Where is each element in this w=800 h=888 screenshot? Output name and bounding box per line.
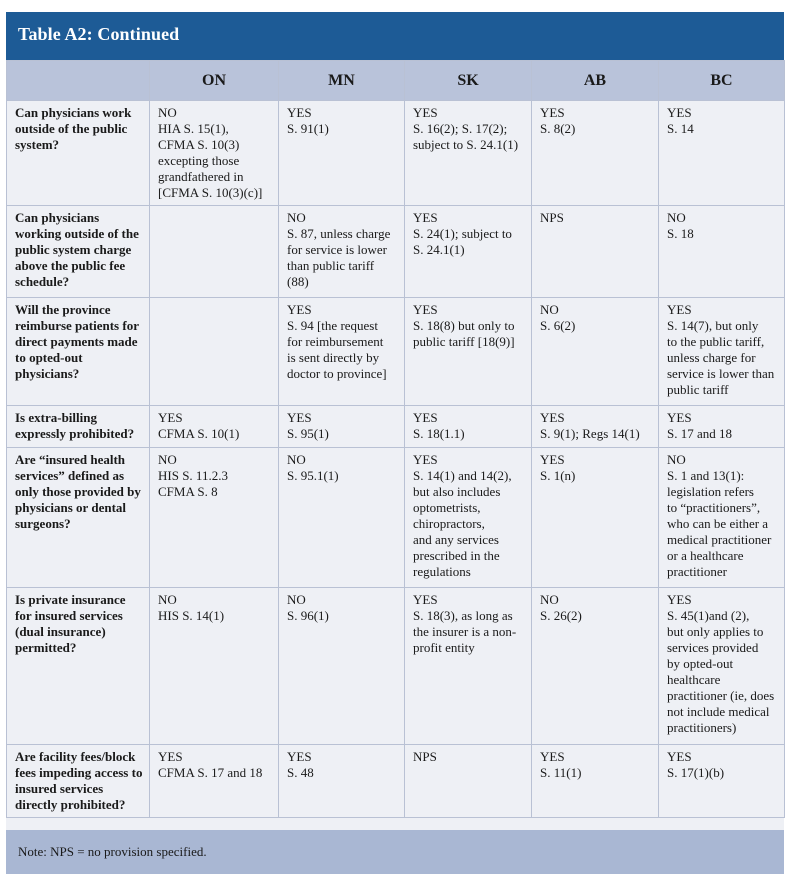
row-question: Are facility fees/block fees impeding access to insured services directly prohibited? bbox=[7, 745, 150, 818]
cell-bc: YES S. 45(1)and (2), but only applies to services provided by opted-out healthcare practitioner (ie, does not include medical practitioners) bbox=[659, 588, 785, 745]
cell-mn: NO S. 87, unless charge for service is lower than public tariff (88) bbox=[279, 206, 405, 298]
table-frame bbox=[6, 12, 784, 874]
cell-bc: YES S. 17(1)(b) bbox=[659, 745, 785, 818]
header-cell-sk: SK bbox=[405, 61, 532, 101]
cell-ab: YES S. 1(n) bbox=[532, 448, 659, 588]
cell-sk: NPS bbox=[405, 745, 532, 818]
header-cell-ab: AB bbox=[532, 61, 659, 101]
cell-bc: YES S. 14 bbox=[659, 101, 785, 206]
cell-ab: YES S. 8(2) bbox=[532, 101, 659, 206]
header-row bbox=[7, 61, 785, 101]
header-cell-on: ON bbox=[150, 61, 279, 101]
cell-mn: YES S. 95(1) bbox=[279, 406, 405, 448]
row-question: Will the province reimburse patients for direct payments made to opted-out physicians? bbox=[7, 298, 150, 406]
cell-bc: NO S. 1 and 13(1): legislation refers to “practitioners”, who can be either a medical practitioner or a healthcare practitioner bbox=[659, 448, 785, 588]
cell-ab: NO S. 26(2) bbox=[532, 588, 659, 745]
header-cell-mn: MN bbox=[279, 61, 405, 101]
row-question: Can physicians working outside of the public system charge above the public fee schedule? bbox=[7, 206, 150, 298]
cell-on: NO HIA S. 15(1), CFMA S. 10(3) excepting those grandfathered in [CFMA S. 10(3)(c)] bbox=[150, 101, 279, 206]
cell-mn: NO S. 96(1) bbox=[279, 588, 405, 745]
table-note-bar bbox=[6, 830, 784, 874]
comparison-table bbox=[6, 60, 785, 818]
cell-sk: YES S. 18(3), as long as the insurer is a non- profit entity bbox=[405, 588, 532, 745]
row-question: Is extra-billing expressly prohibited? bbox=[7, 406, 150, 448]
table-row bbox=[7, 298, 785, 406]
cell-sk: YES S. 16(2); S. 17(2); subject to S. 24.1(1) bbox=[405, 101, 532, 206]
cell-sk: YES S. 14(1) and 14(2), but also includes optometrists, chiropractors, and any services prescribed in the regulations bbox=[405, 448, 532, 588]
table-row bbox=[7, 588, 785, 745]
cell-bc: YES S. 14(7), but only to the public tariff, unless charge for service is lower than public tariff bbox=[659, 298, 785, 406]
cell-mn: YES S. 91(1) bbox=[279, 101, 405, 206]
cell-sk: YES S. 24(1); subject to S. 24.1(1) bbox=[405, 206, 532, 298]
cell-on: YES CFMA S. 17 and 18 bbox=[150, 745, 279, 818]
cell-bc: NO S. 18 bbox=[659, 206, 785, 298]
cell-ab: YES S. 9(1); Regs 14(1) bbox=[532, 406, 659, 448]
row-question: Is private insurance for insured services (dual insurance) permitted? bbox=[7, 588, 150, 745]
table-title: Table A2: Continued bbox=[18, 24, 180, 44]
table-row bbox=[7, 101, 785, 206]
cell-ab: YES S. 11(1) bbox=[532, 745, 659, 818]
table-row bbox=[7, 745, 785, 818]
cell-on: NO HIS S. 14(1) bbox=[150, 588, 279, 745]
header-cell-bc: BC bbox=[659, 61, 785, 101]
row-question: Can physicians work outside of the public system? bbox=[7, 101, 150, 206]
table-title-bar bbox=[6, 12, 784, 60]
cell-sk: YES S. 18(8) but only to public tariff [18(9)] bbox=[405, 298, 532, 406]
cell-on: NO HIS S. 11.2.3 CFMA S. 8 bbox=[150, 448, 279, 588]
cell-on bbox=[150, 298, 279, 406]
cell-ab: NPS bbox=[532, 206, 659, 298]
cell-bc: YES S. 17 and 18 bbox=[659, 406, 785, 448]
cell-mn: YES S. 48 bbox=[279, 745, 405, 818]
cell-ab: NO S. 6(2) bbox=[532, 298, 659, 406]
table-row bbox=[7, 406, 785, 448]
cell-mn: NO S. 95.1(1) bbox=[279, 448, 405, 588]
cell-mn: YES S. 94 [the request for reimbursement is sent directly by doctor to province] bbox=[279, 298, 405, 406]
cell-sk: YES S. 18(1.1) bbox=[405, 406, 532, 448]
cell-on bbox=[150, 206, 279, 298]
table-row bbox=[7, 448, 785, 588]
table-note: Note: NPS = no provision specified. bbox=[18, 844, 207, 859]
cell-on: YES CFMA S. 10(1) bbox=[150, 406, 279, 448]
table-row bbox=[7, 206, 785, 298]
row-question: Are “insured health services” defined as only those provided by physicians or dental surgeons? bbox=[7, 448, 150, 588]
header-cell-empty bbox=[7, 61, 150, 101]
